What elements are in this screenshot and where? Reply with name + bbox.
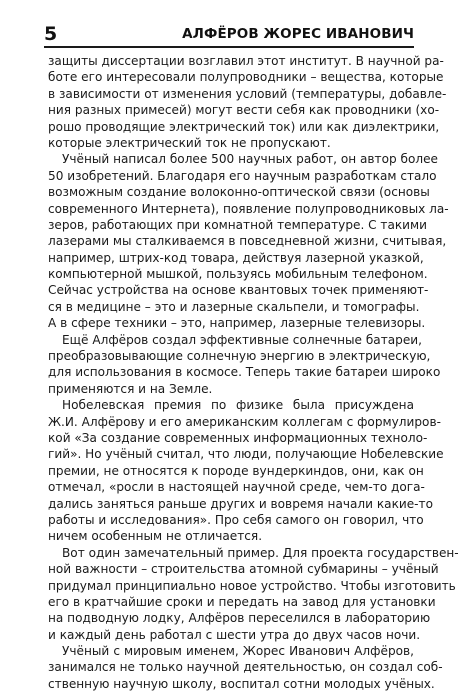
body-text bbox=[48, 53, 459, 692]
running-title: АЛФЁРОВ ЖОРЕС ИВАНОВИЧ bbox=[182, 26, 414, 42]
text-line: его в кратчайшие сроки и передать на завод для установки bbox=[48, 594, 436, 609]
text-line: А в сфере техники – это, например, лазерные телевизоры. bbox=[48, 316, 426, 331]
text-line: например, штрих-код товара, действуя лазерной указкой, bbox=[48, 250, 424, 265]
text-line: 50 изобретений. Благодаря его научным разработкам стало bbox=[48, 168, 437, 183]
text-line: ся в медицине – это и лазерные скальпели, и томографы. bbox=[48, 299, 420, 314]
text-line: премии, не относятся к породе вундеркиндов, они, как он bbox=[48, 463, 424, 478]
text-line: зеров, работающих при комнатной температуре. С такими bbox=[48, 217, 428, 232]
text-line: Сейчас устройства на основе квантовых точек применяют- bbox=[48, 283, 429, 298]
text-line: кой «За создание современных информационных техноло- bbox=[48, 430, 428, 445]
page-number: 5 bbox=[44, 23, 58, 45]
text-line: Нобелевская премия по физике была присуждена bbox=[62, 398, 414, 413]
text-line: лазерами мы сталкиваемся в повседневной жизни, считывая, bbox=[48, 234, 447, 249]
paragraph bbox=[48, 545, 459, 643]
text-line: боте его интересовали полупроводники – вещества, которые bbox=[48, 70, 444, 85]
text-line: Вот один замечательный пример. Для проекта государствен- bbox=[62, 545, 459, 560]
text-line: Учёный с мировым именем, Жорес Иванович Алфёров, bbox=[62, 644, 414, 659]
text-line: Ж.И. Алфёрову и его американским коллегам с формулиров- bbox=[48, 414, 441, 429]
text-line: придумал принципиально новое устройство. Чтобы изготовить bbox=[48, 578, 456, 593]
text-line: и каждый день работал с шести утра до двух часов ночи. bbox=[48, 627, 421, 642]
paragraph bbox=[48, 332, 441, 398]
text-line: рошо проводящие электрический ток) или как диэлектрики, bbox=[48, 119, 440, 134]
paragraph bbox=[48, 151, 449, 331]
text-line: защиты диссертации возглавил этот институт. В научной ра- bbox=[48, 54, 444, 68]
text-line: Ещё Алфёров создал эффективные солнечные батареи, bbox=[62, 332, 422, 347]
page-header bbox=[44, 22, 414, 46]
text-line: применяются и на Земле. bbox=[48, 381, 213, 396]
header-rule bbox=[44, 46, 414, 48]
text-line: которые электрический ток не пропускают. bbox=[48, 135, 331, 150]
text-line: на подводную лодку, Алфёров переселился в лабораторию bbox=[48, 611, 431, 626]
text-line: ственную научную школу, воспитал сотни молодых учёных. bbox=[48, 676, 435, 691]
text-line: Учёный написал более 500 научных работ, он автор более bbox=[62, 152, 438, 167]
text-line: компьютерной мышкой, пользуясь мобильным телефоном. bbox=[48, 267, 428, 282]
paragraph bbox=[48, 643, 443, 692]
text-line: для использования в космосе. Теперь такие батареи широко bbox=[48, 365, 441, 380]
text-line: современного Интернета), появление полупроводниковых ла- bbox=[48, 201, 449, 216]
text-line: гий». Но учёный считал, что люди, получающие Нобелевские bbox=[48, 447, 444, 462]
text-line: занимался не только научной деятельностью, он создал соб- bbox=[48, 660, 443, 675]
text-line: отмечал, «росли в настоящей научной среде, чем-то дога- bbox=[48, 480, 425, 495]
text-line: в зависимости от изменения условий (температуры, добавле- bbox=[48, 86, 447, 101]
text-line: ния разных примесей) могут вести себя как проводники (хо- bbox=[48, 103, 440, 118]
text-line: возможным создание волоконно-оптической связи (основы bbox=[48, 185, 430, 200]
text-line: ной важности – строительства атомной субмарины – учёный bbox=[48, 562, 439, 577]
text-line: преобразовывающие солнечную энергию в электрическую, bbox=[48, 349, 431, 364]
paragraph bbox=[48, 397, 444, 545]
paragraph bbox=[48, 53, 447, 151]
text-line: дались заняться раньше других и вовремя начали какие-то bbox=[48, 496, 433, 511]
text-line: ничем особенным не отличается. bbox=[48, 529, 263, 544]
text-line: работы и исследования». Про себя самого он говорил, что bbox=[48, 512, 424, 527]
